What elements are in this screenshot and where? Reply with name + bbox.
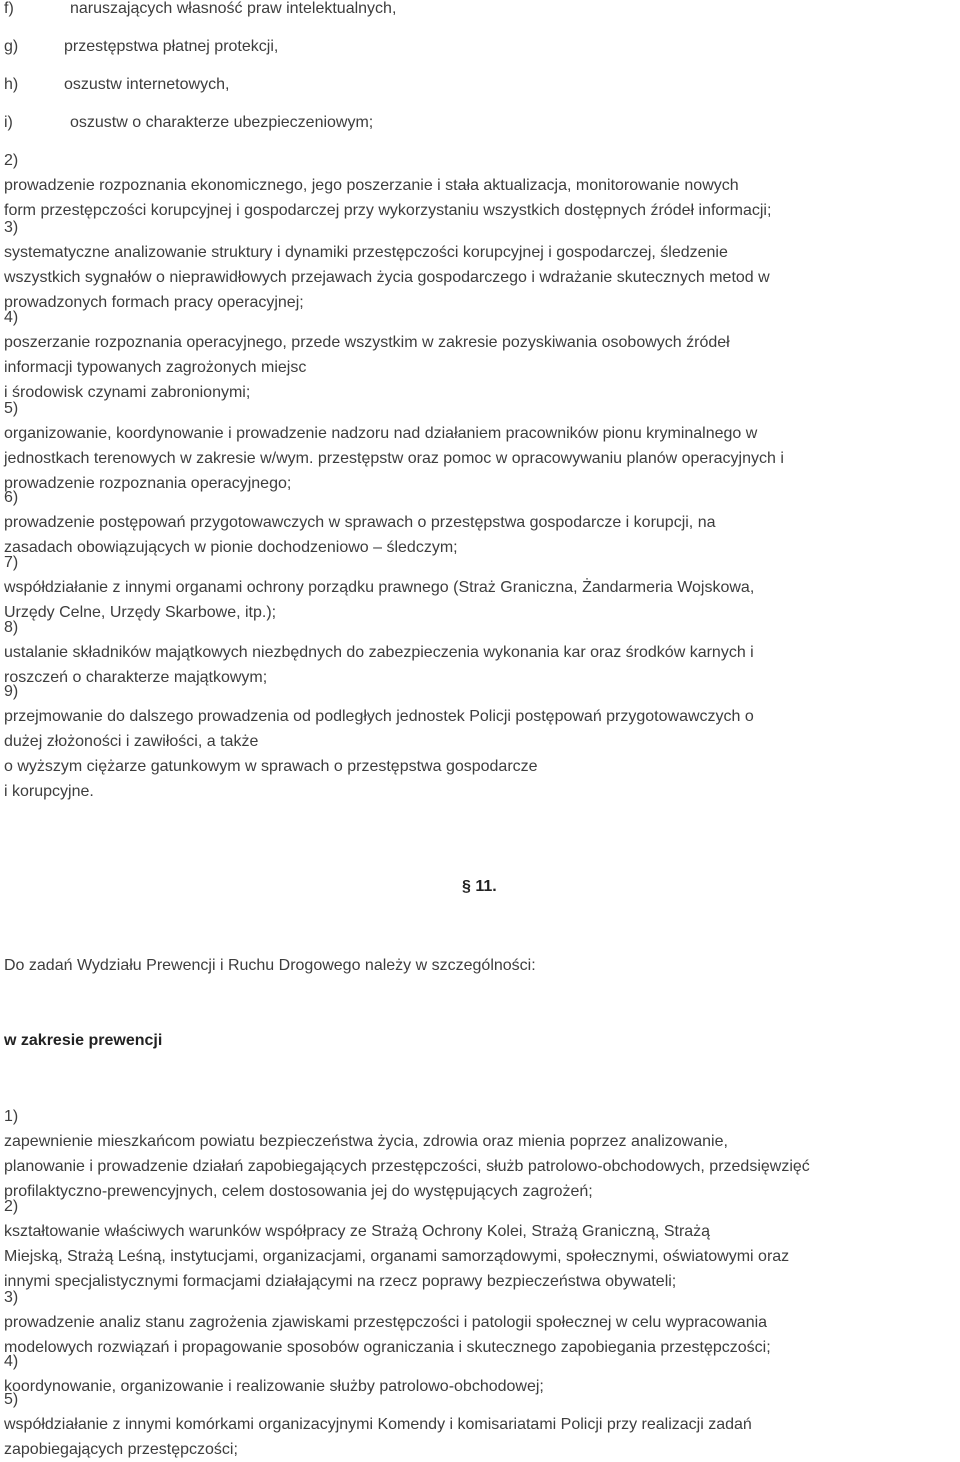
item-text-line: dużej złożoności i zawiłości, a także <box>4 733 259 750</box>
list-item-i <box>4 110 956 135</box>
prevention-item-1 <box>4 1104 956 1204</box>
task-item-3 <box>4 215 956 315</box>
item-text: naruszających własność praw intelektualnych, <box>70 0 397 17</box>
item-text-line: współdziałanie z innymi komórkami organizacyjnymi Komendy i komisariatami Policji przy realizacji zadań <box>4 1416 752 1433</box>
item-text-line: o wyższym ciężarze gatunkowym w sprawach o przestępstwa gospodarcze <box>4 758 538 775</box>
item-number: 6) <box>4 489 19 506</box>
item-text-line: Miejską, Strażą Leśną, instytucjami, organizacjami, organami samorządowymi, społecznymi, oświatowymi oraz <box>4 1248 790 1265</box>
item-number: 8) <box>4 619 19 636</box>
item-text-line: innymi specjalistycznymi formacjami działającymi na rzecz poprawy bezpieczeństwa obywateli; <box>4 1273 677 1290</box>
item-text-line: prowadzenie rozpoznania ekonomicznego, jego poszerzanie i stała aktualizacja, monitorowanie nowych <box>4 177 739 194</box>
prevention-item-5 <box>4 1387 956 1462</box>
item-text-line: poszerzanie rozpoznania operacyjnego, przede wszystkim w zakresie pozyskiwania osobowych źródeł <box>4 334 730 351</box>
item-text-line: roszczeń o charakterze majątkowym; <box>4 669 268 686</box>
item-text-line: prowadzenie postępowań przygotowawczych w sprawach o przestępstwa gospodarcze i korupcji, na <box>4 514 716 531</box>
item-text-line: zasadach obowiązujących w pionie dochodzeniowo – śledczym; <box>4 539 458 556</box>
prevention-item-2 <box>4 1194 956 1294</box>
task-item-6 <box>4 485 956 560</box>
item-text-line: przejmowanie do dalszego prowadzenia od podległych jednostek Policji postępowań przygotowawczych o <box>4 708 754 725</box>
item-text-line: koordynowanie, organizowanie i realizowanie służby patrolowo-obchodowej; <box>4 1378 544 1395</box>
item-text-line: Urzędy Celne, Urzędy Skarbowe, itp.); <box>4 604 277 621</box>
item-text: oszustw o charakterze ubezpieczeniowym; <box>70 114 374 131</box>
item-number: 5) <box>4 400 19 417</box>
item-text-line: zapobiegających przestępczości; <box>4 1441 238 1458</box>
item-number: i) <box>4 114 13 131</box>
item-text-line: prowadzenie rozpoznania operacyjnego; <box>4 475 292 492</box>
item-number: f) <box>4 0 14 17</box>
item-number: 2) <box>4 152 19 169</box>
list-item-h <box>4 72 956 97</box>
item-text-line: modelowych rozwiązań i propagowanie sposobów ograniczania i skutecznego zapobiegania przestępczości; <box>4 1339 771 1356</box>
item-text-line: jednostkach terenowych w zakresie w/wym. przestępstw oraz pomoc w opracowywaniu planów operacyjnych i <box>4 450 784 467</box>
item-number: 2) <box>4 1198 19 1215</box>
item-text-line: prowadzenie analiz stanu zagrożenia zjawiskami przestępczości i patologii społecznej w celu wypracowania <box>4 1314 768 1331</box>
section-heading: § 11. <box>462 878 497 895</box>
list-item-g <box>4 34 956 59</box>
item-text-line: współdziałanie z innymi organami ochrony porządku prawnego (Straż Graniczna, Żandarmeria Wojskowa, <box>4 579 755 596</box>
item-text-line: informacji typowanych zagrożonych miejsc <box>4 359 307 376</box>
item-number: 7) <box>4 554 19 571</box>
list-item-f <box>4 0 956 21</box>
item-text-line: zapewnienie mieszkańcom powiatu bezpieczeństwa życia, zdrowia oraz mienia poprzez analizowanie, <box>4 1133 728 1150</box>
item-text-line: organizowanie, koordynowanie i prowadzenie nadzoru nad działaniem pracowników pionu kryminalnego w <box>4 425 758 442</box>
item-text-line: planowanie i prowadzenie działań zapobiegających przestępczości, służb patrolowo-obchodowych, przedsięwzięć <box>4 1158 810 1175</box>
item-text-line: i korupcyjne. <box>4 783 94 800</box>
item-text: przestępstwa płatnej protekcji, <box>64 38 279 55</box>
task-item-2 <box>4 148 956 223</box>
task-item-5 <box>4 396 956 496</box>
item-number: 4) <box>4 1353 19 1370</box>
task-item-4 <box>4 305 956 405</box>
section-intro: Do zadań Wydziału Prewencji i Ruchu Drogowego należy w szczególności: <box>4 957 536 974</box>
item-number: 9) <box>4 683 19 700</box>
item-text: oszustw internetowych, <box>64 76 230 93</box>
item-text-line: wszystkich sygnałów o nieprawidłowych przejawach życia gospodarczego i wdrażanie skutecznych metod w <box>4 269 770 286</box>
subheading-prevention: w zakresie prewencji <box>4 1032 163 1049</box>
item-text-line: systematyczne analizowanie struktury i dynamiki przestępczości korupcyjnej i gospodarczej, śledzenie <box>4 244 728 261</box>
item-number: 3) <box>4 219 19 236</box>
item-number: 4) <box>4 309 19 326</box>
item-text-line: profilaktyczno-prewencyjnych, celem dostosowania jej do występujących zagrożeń; <box>4 1183 593 1200</box>
task-item-9 <box>4 679 956 804</box>
item-number: 5) <box>4 1391 19 1408</box>
item-number: 1) <box>4 1108 19 1125</box>
item-text-line: ustalanie składników majątkowych niezbędnych do zabezpieczenia wykonania kar oraz środków karnych i <box>4 644 754 661</box>
item-text-line: form przestępczości korupcyjnej i gospodarczej przy wykorzystaniu wszystkich dostępnych źródeł informacji; <box>4 202 772 219</box>
item-text-line: prowadzonych formach pracy operacyjnej; <box>4 294 304 311</box>
item-number: g) <box>4 38 19 55</box>
item-text-line: kształtowanie właściwych warunków współpracy ze Strażą Ochrony Kolei, Strażą Graniczną, Strażą <box>4 1223 711 1240</box>
item-text-line: i środowisk czynami zabronionymi; <box>4 384 251 401</box>
item-number: 3) <box>4 1289 19 1306</box>
task-item-7 <box>4 550 956 625</box>
item-number: h) <box>4 76 19 93</box>
